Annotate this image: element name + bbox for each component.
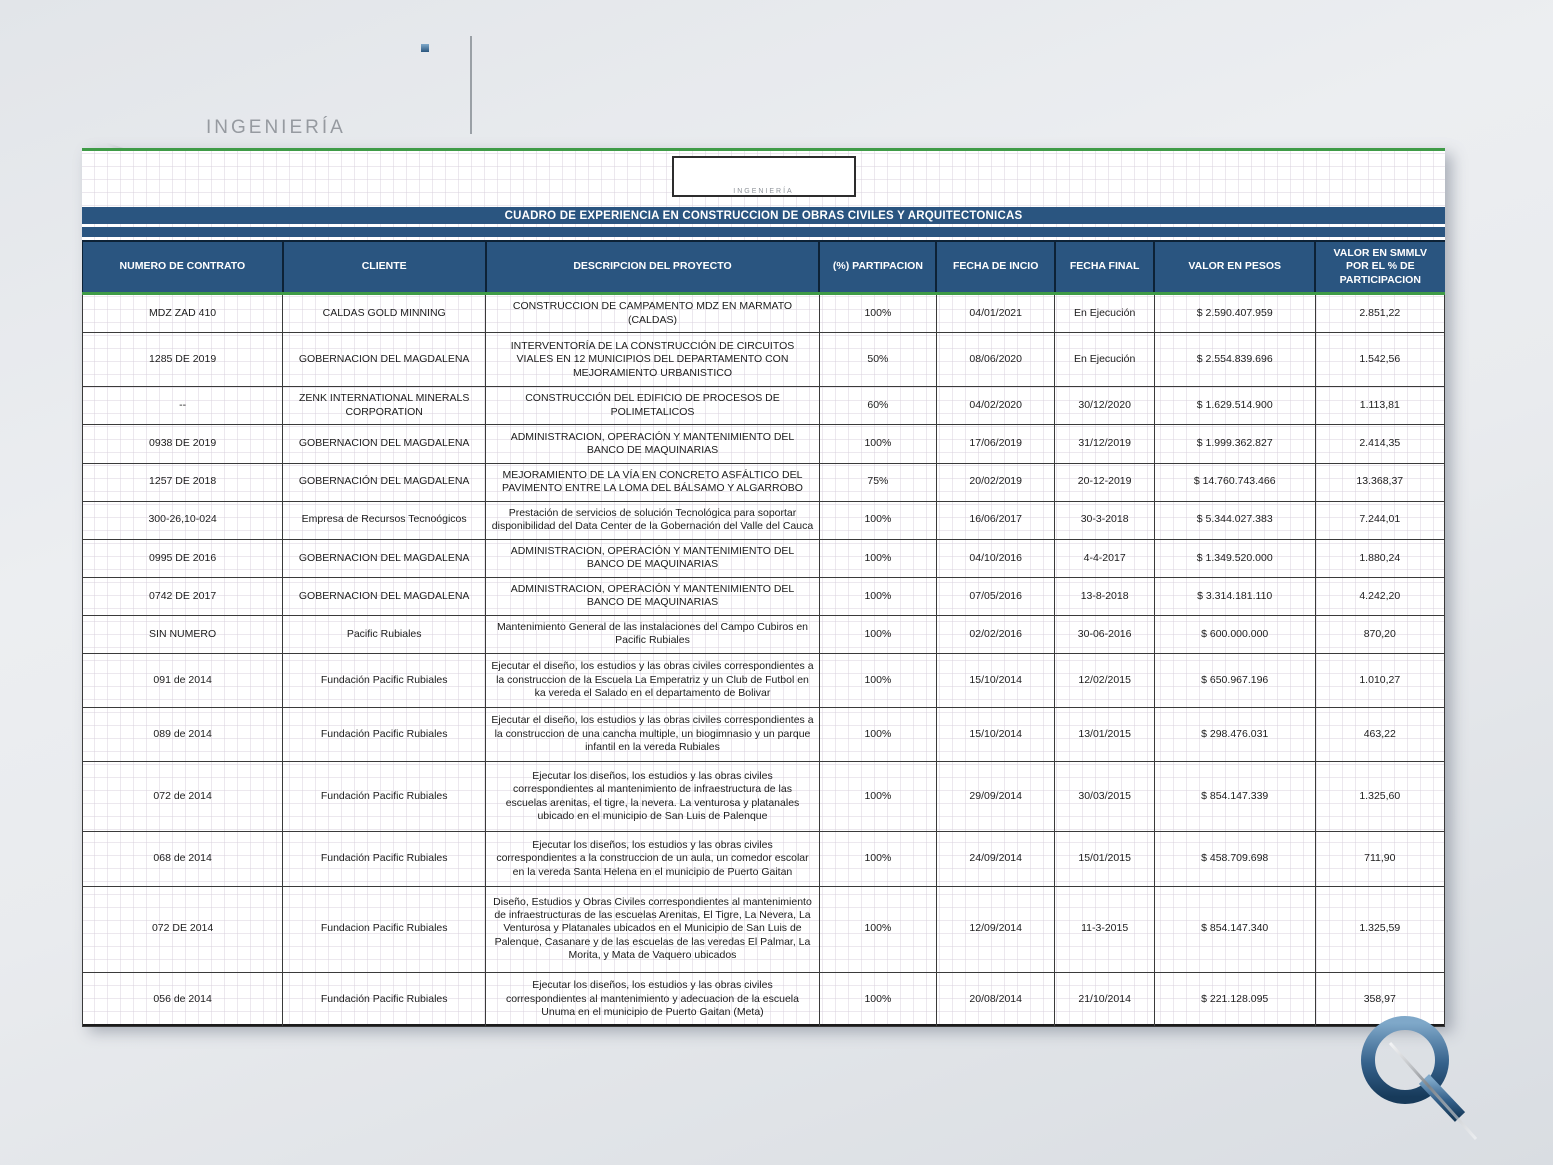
cell-participation: 100%	[819, 886, 936, 972]
cell-description: ADMINISTRACION, OPERACIÓN Y MANTENIMIENTO DEL BANCO DE MAQUINARIAS	[486, 539, 820, 577]
cell-end-date: 15/01/2015	[1055, 832, 1154, 886]
cell-start-date: 08/06/2020	[936, 333, 1054, 387]
cell-value-pesos: $ 854.147.340	[1154, 886, 1315, 972]
table-row	[83, 832, 1445, 886]
cell-value-pesos: $ 2.590.407.959	[1154, 294, 1315, 333]
cell-value-pesos: $ 1.349.520.000	[1154, 539, 1315, 577]
cell-participation: 60%	[819, 387, 936, 425]
q-mark-logo	[1338, 1013, 1553, 1163]
cell-value-smmlv: 1.113,81	[1315, 387, 1444, 425]
cell-client: Empresa de Recursos Tecnoógicos	[283, 501, 486, 539]
cell-contract: 1285 DE 2019	[83, 333, 283, 387]
cell-value-smmlv: 1.880,24	[1315, 539, 1444, 577]
cell-description: Ejecutar el diseño, los estudios y las obras civiles correspondientes a la construccion de una cancha multiple, un biogimnasio y un parque infantil en la vereda Rubiales	[486, 708, 820, 762]
table-row	[83, 425, 1445, 463]
cell-end-date: En Ejecución	[1055, 333, 1154, 387]
cell-contract: MDZ ZAD 410	[83, 294, 283, 333]
cell-start-date: 04/10/2016	[936, 539, 1054, 577]
document-logo-wordmark	[691, 161, 837, 188]
table-row	[83, 539, 1445, 577]
cell-client: Fundación Pacific Rubiales	[283, 972, 486, 1026]
document-title: CUADRO DE EXPERIENCIA EN CONSTRUCCION DE OBRAS CIVILES Y ARQUITECTONICAS	[504, 209, 1023, 222]
cell-start-date: 24/09/2014	[936, 832, 1054, 886]
cell-start-date: 02/02/2016	[936, 615, 1054, 653]
cell-participation: 50%	[819, 333, 936, 387]
brand-subtitle: INGENIERÍA	[206, 117, 346, 138]
cell-client: Fundación Pacific Rubiales	[283, 653, 486, 707]
cell-client: GOBERNACION DEL MAGDALENA	[283, 333, 486, 387]
column-header-description: DESCRIPCION DEL PROYECTO	[486, 241, 820, 294]
cell-end-date: 21/10/2014	[1055, 972, 1154, 1026]
cell-participation: 100%	[819, 539, 936, 577]
cell-contract: 091 de 2014	[83, 653, 283, 707]
cell-end-date: 4-4-2017	[1055, 539, 1154, 577]
cell-client: GOBERNACION DEL MAGDALENA	[283, 577, 486, 615]
table-body	[83, 294, 1445, 1027]
document-logo-box	[672, 156, 856, 197]
cell-contract: 0938 DE 2019	[83, 425, 283, 463]
i-dot-decoration	[421, 44, 429, 52]
cell-description: Mantenimiento General de las instalaciones del Campo Cubiros en Pacific Rubiales	[486, 615, 820, 653]
cell-description: Ejecutar los diseños, los estudios y las obras civiles correspondientes al mantenimiento y adecuacion de la escuela Unuma en el municipio de Puerto Gaitan (Meta)	[486, 972, 820, 1026]
cell-participation: 75%	[819, 463, 936, 501]
cell-value-pesos: $ 854.147.339	[1154, 762, 1315, 832]
cell-client: Fundación Pacific Rubiales	[283, 832, 486, 886]
cell-end-date: 30/03/2015	[1055, 762, 1154, 832]
cell-description: ADMINISTRACION, OPERACIÓN Y MANTENIMIENTO DEL BANCO DE MAQUINARIAS	[486, 425, 820, 463]
cell-start-date: 07/05/2016	[936, 577, 1054, 615]
cell-value-smmlv: 1.325,59	[1315, 886, 1444, 972]
cell-end-date: 11-3-2015	[1055, 886, 1154, 972]
cell-description: CONSTRUCCION DE CAMPAMENTO MDZ EN MARMATO (CALDAS)	[486, 294, 820, 333]
cell-participation: 100%	[819, 762, 936, 832]
cell-start-date: 20/02/2019	[936, 463, 1054, 501]
cell-contract: 068 de 2014	[83, 832, 283, 886]
table-row	[83, 333, 1445, 387]
cell-client: CALDAS GOLD MINNING	[283, 294, 486, 333]
header-divider-line	[470, 36, 472, 134]
cell-end-date: 31/12/2019	[1055, 425, 1154, 463]
cell-participation: 100%	[819, 653, 936, 707]
cell-start-date: 20/08/2014	[936, 972, 1054, 1026]
cell-value-smmlv: 4.242,20	[1315, 577, 1444, 615]
cell-description: MEJORAMIENTO DE LA VÍA EN CONCRETO ASFÁLTICO DEL PAVIMENTO ENTRE LA LOMA DEL BÁLSAMO Y ALGARROBO	[486, 463, 820, 501]
table-row	[83, 501, 1445, 539]
cell-value-pesos: $ 2.554.839.696	[1154, 333, 1315, 387]
cell-contract: SIN NUMERO	[83, 615, 283, 653]
cell-contract: 1257 DE 2018	[83, 463, 283, 501]
table-row	[83, 387, 1445, 425]
cell-client: Fundación Pacific Rubiales	[283, 708, 486, 762]
cell-participation: 100%	[819, 294, 936, 333]
header-row	[83, 241, 1445, 294]
cell-client: Pacific Rubiales	[283, 615, 486, 653]
document-page	[82, 148, 1445, 1026]
cell-description: INTERVENTORÍA DE LA CONSTRUCCIÓN DE CIRCUITOS VIALES EN 12 MUNICIPIOS DEL DEPARTAMENTO CON MEJORAMIENTO URBANISTICO	[486, 333, 820, 387]
cell-value-pesos: $ 3.314.181.110	[1154, 577, 1315, 615]
cell-start-date: 04/01/2021	[936, 294, 1054, 333]
cell-description: Diseño, Estudios y Obras Civiles correspondientes al mantenimiento de infraestructuras de las escuelas Arenitas, El Tigre, La Nevera, La Venturosa y Platanales ubicados en el Municipio de San Luis de Palenque, Casanare y de las escuelas de las veredas El Palmar, La Morita, y Mata de Vaquero ubicados	[486, 886, 820, 972]
cell-start-date: 29/09/2014	[936, 762, 1054, 832]
cell-value-smmlv: 358,97	[1315, 972, 1444, 1026]
cell-start-date: 04/02/2020	[936, 387, 1054, 425]
column-header-value-pesos: VALOR EN PESOS	[1154, 241, 1315, 294]
cell-value-smmlv: 2.851,22	[1315, 294, 1444, 333]
column-header-value-smmlv: VALOR EN SMMLV POR EL % DE PARTICIPACION	[1315, 241, 1444, 294]
cell-description: Prestación de servicios de solución Tecnológica para soportar disponibilidad del Data Center de la Gobernación del Valle del Cauca	[486, 501, 820, 539]
cell-end-date: 20-12-2019	[1055, 463, 1154, 501]
cell-end-date: 30/12/2020	[1055, 387, 1154, 425]
cell-participation: 100%	[819, 832, 936, 886]
column-header-contract: NUMERO DE CONTRATO	[83, 241, 283, 294]
table-row	[83, 577, 1445, 615]
cell-value-smmlv: 711,90	[1315, 832, 1444, 886]
column-header-start-date: FECHA DE INCIO	[936, 241, 1054, 294]
cell-participation: 100%	[819, 615, 936, 653]
cell-value-pesos: $ 1.999.362.827	[1154, 425, 1315, 463]
cell-description: Ejecutar el diseño, los estudios y las obras civiles correspondientes a la construccion de la Escuela La Emperatriz y un Club de Futbol en ka vereda el Salado en el departamento de Bolivar	[486, 653, 820, 707]
document-logo-rest: UADRANTI	[712, 160, 837, 186]
document-title-bar	[82, 207, 1445, 224]
blue-band	[82, 227, 1445, 237]
document-logo-subtitle: INGENIERÍA	[733, 188, 794, 195]
cell-participation: 100%	[819, 425, 936, 463]
cell-start-date: 12/09/2014	[936, 886, 1054, 972]
table-row	[83, 463, 1445, 501]
experience-table	[82, 240, 1445, 1027]
column-header-client: CLIENTE	[283, 241, 486, 294]
cell-contract: 072 de 2014	[83, 762, 283, 832]
column-header-participation: (%) PARTIPACION	[819, 241, 936, 294]
column-header-end-date: FECHA FINAL	[1055, 241, 1154, 294]
cell-start-date: 17/06/2019	[936, 425, 1054, 463]
cell-contract: 0995 DE 2016	[83, 539, 283, 577]
cell-start-date: 16/06/2017	[936, 501, 1054, 539]
table-row	[83, 886, 1445, 972]
cell-value-smmlv: 1.542,56	[1315, 333, 1444, 387]
cell-end-date: 13/01/2015	[1055, 708, 1154, 762]
cell-value-pesos: $ 1.629.514.900	[1154, 387, 1315, 425]
brand-wordmark	[98, 48, 428, 118]
cell-contract: --	[83, 387, 283, 425]
cell-client: GOBERNACION DEL MAGDALENA	[283, 539, 486, 577]
cell-contract: 089 de 2014	[83, 708, 283, 762]
cell-participation: 100%	[819, 972, 936, 1026]
cell-description: Ejecutar los diseños, los estudios y las obras civiles correspondientes al mantenimiento de infraestructura de las escuelas arenitas, el tigre, la nevera. La venturosa y platanales ubicado en el municipio de San Luis de Palenque	[486, 762, 820, 832]
cell-contract: 300-26,10-024	[83, 501, 283, 539]
table-row	[83, 653, 1445, 707]
cell-start-date: 15/10/2014	[936, 708, 1054, 762]
cell-end-date: 30-3-2018	[1055, 501, 1154, 539]
cell-participation: 100%	[819, 577, 936, 615]
cell-description: CONSTRUCCIÓN DEL EDIFICIO DE PROCESOS DE POLIMETALICOS	[486, 387, 820, 425]
cell-participation: 100%	[819, 708, 936, 762]
cell-contract: 0742 DE 2017	[83, 577, 283, 615]
cell-value-pesos: $ 14.760.743.466	[1154, 463, 1315, 501]
cell-value-smmlv: 1.010,27	[1315, 653, 1444, 707]
cell-value-pesos: $ 5.344.027.383	[1154, 501, 1315, 539]
cell-description: ADMINISTRACION, OPERACIÓN Y MANTENIMIENTO DEL BANCO DE MAQUINARIAS	[486, 577, 820, 615]
document-logo-initial: Q	[690, 159, 713, 189]
table-row	[83, 615, 1445, 653]
table-row	[83, 762, 1445, 832]
table-row	[83, 294, 1445, 333]
cell-contract: 056 de 2014	[83, 972, 283, 1026]
cell-value-pesos: $ 221.128.095	[1154, 972, 1315, 1026]
cell-value-pesos: $ 458.709.698	[1154, 832, 1315, 886]
q-tail	[1424, 1079, 1460, 1117]
cell-end-date: 13-8-2018	[1055, 577, 1154, 615]
cell-start-date: 15/10/2014	[936, 653, 1054, 707]
table-row	[83, 972, 1445, 1026]
cell-value-pesos: $ 650.967.196	[1154, 653, 1315, 707]
brand-rest: UADRANTI	[148, 52, 428, 110]
cell-contract: 072 DE 2014	[83, 886, 283, 972]
cell-value-smmlv: 13.368,37	[1315, 463, 1444, 501]
brand-initial: Q	[98, 48, 149, 118]
cell-client: GOBERNACIÓN DEL MAGDALENA	[283, 463, 486, 501]
cell-end-date: En Ejecución	[1055, 294, 1154, 333]
brand-logo	[98, 48, 498, 152]
cell-participation: 100%	[819, 501, 936, 539]
cell-client: ZENK INTERNATIONAL MINERALS CORPORATION	[283, 387, 486, 425]
cell-value-smmlv: 463,22	[1315, 708, 1444, 762]
cell-end-date: 30-06-2016	[1055, 615, 1154, 653]
cell-client: Fundación Pacific Rubiales	[283, 762, 486, 832]
cell-value-smmlv: 1.325,60	[1315, 762, 1444, 832]
cell-description: Ejecutar los diseños, los estudios y las obras civiles correspondientes a la construccion de un aula, un comedor escolar en la vereda Santa Helena en el municipio de Puerto Gaitan	[486, 832, 820, 886]
cell-value-pesos: $ 600.000.000	[1154, 615, 1315, 653]
cell-client: Fundacion Pacific Rubiales	[283, 886, 486, 972]
cell-end-date: 12/02/2015	[1055, 653, 1154, 707]
cell-value-smmlv: 870,20	[1315, 615, 1444, 653]
cell-value-pesos: $ 298.476.031	[1154, 708, 1315, 762]
cell-value-smmlv: 7.244,01	[1315, 501, 1444, 539]
cell-client: GOBERNACION DEL MAGDALENA	[283, 425, 486, 463]
cell-value-smmlv: 2.414,35	[1315, 425, 1444, 463]
table-row	[83, 708, 1445, 762]
